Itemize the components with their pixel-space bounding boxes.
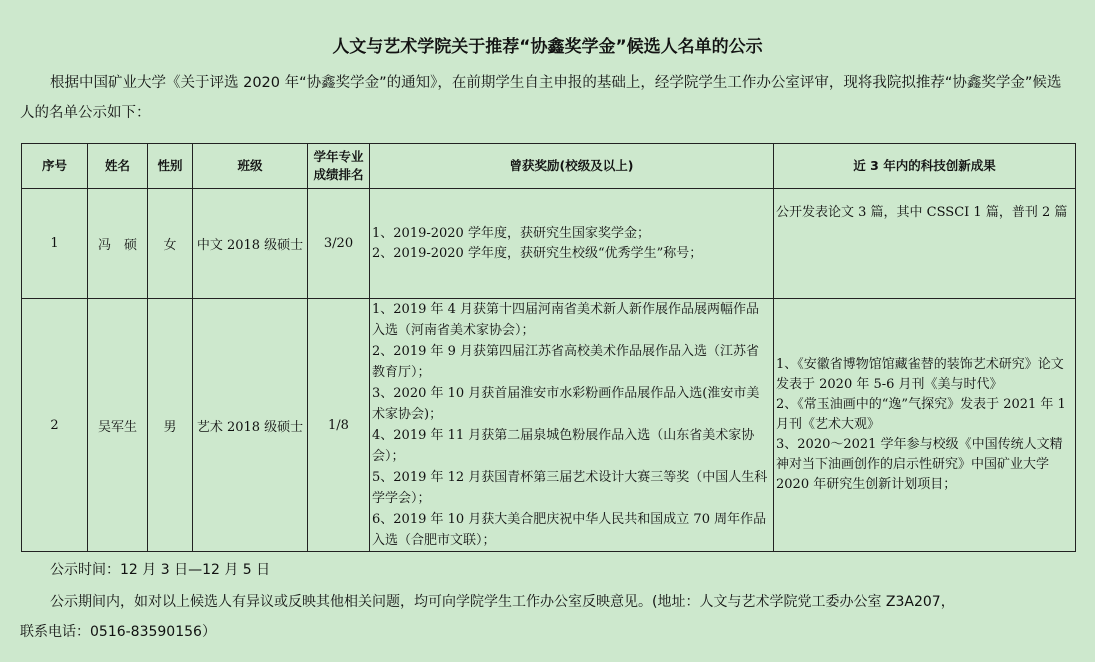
award-item: 3、2020 年 10 月获首届淮安市水彩粉画作品展作品入选(淮安市美术家协会)； — [372, 386, 760, 422]
award-item: 1、2019-2020 学年度，获研究生国家奖学金； — [372, 225, 650, 241]
achievement-item: 3、2020～2021 学年参与校级《中国传统人文精神对当下油画创作的启示性研究》中国矿业大学 2020 年研究生创新计划项目； — [776, 437, 1063, 492]
row-name: 吴军生 — [88, 299, 148, 552]
row-gender: 女 — [148, 189, 193, 299]
row-achievements — [774, 189, 1076, 299]
header-class: 班级 — [193, 144, 308, 189]
award-item: 2、2019-2020 学年度，获研究生校级“优秀学生”称号； — [372, 245, 703, 261]
header-name: 姓名 — [88, 144, 148, 189]
achievement-item: 公开发表论文 3 篇，其中 CSSCI 1 篇，普刊 2 篇 — [776, 205, 1068, 220]
publicity-period: 公示时间：12 月 3 日—12 月 5 日 — [50, 562, 271, 578]
row-no: 2 — [22, 299, 88, 552]
row-rank: 1/8 — [308, 299, 370, 552]
contact-line-1: 公示期间内，如对以上候选人有异议或反映其他相关问题，均可向学院学生工作办公室反映意见。(地址：人文与艺术学院党工委办公室 Z3A207， — [50, 594, 955, 610]
contact-line-2: 联系电话：0516-83590156） — [20, 624, 216, 640]
header-rank: 学年专业成绩排名 — [308, 144, 370, 189]
award-item: 2、2019 年 9 月获第四届江苏省高校美术作品展作品入选（江苏省教育厅）； — [372, 344, 760, 380]
row-gender: 男 — [148, 299, 193, 552]
header-achievements: 近 3 年内的科技创新成果 — [774, 144, 1076, 189]
award-item: 6、2019 年 10 月获大美合肥庆祝中华人民共和国成立 70 周年作品入选（合肥市文联）； — [372, 512, 767, 548]
candidate-table — [21, 143, 1076, 552]
header-no: 序号 — [22, 144, 88, 189]
row-class: 中文 2018 级硕士 — [193, 189, 308, 299]
award-item: 5、2019 年 12 月获国青杯第三届艺术设计大赛三等奖（中国人生科学学会）； — [372, 470, 768, 506]
row-achievements — [774, 299, 1076, 552]
table-row — [22, 189, 1076, 299]
table-header-row — [22, 144, 1076, 189]
row-rank: 3/20 — [308, 189, 370, 299]
page-title: 人文与艺术学院关于推荐“协鑫奖学金”候选人名单的公示 — [332, 37, 763, 57]
intro-paragraph: 根据中国矿业大学《关于评选 2020 年“协鑫奖学金”的通知》，在前期学生自主申报的基础上，经学院学生工作办公室评审，现将我院拟推荐“协鑫奖学金”候选人的名单公示如下： — [20, 75, 1062, 121]
row-class: 艺术 2018 级硕士 — [193, 299, 308, 552]
row-awards — [370, 299, 774, 552]
row-awards — [370, 189, 774, 299]
award-item: 4、2019 年 11 月获第二届泉城色粉展作品入选（山东省美术家协会）； — [372, 428, 755, 464]
row-no: 1 — [22, 189, 88, 299]
achievement-item: 2、《常玉油画中的“逸”气探究》发表于 2021 年 1 月刊《艺术大观》 — [776, 397, 1066, 432]
achievement-item: 1、《安徽省博物馆馆藏雀替的装饰艺术研究》论文发表于 2020 年 5-6 月刊《美与时代》 — [776, 357, 1064, 392]
award-item: 1、2019 年 4 月获第十四届河南省美术新人新作展作品展两幅作品入选（河南省美术家协会）； — [372, 302, 760, 338]
header-gender: 性别 — [148, 144, 193, 189]
row-name: 冯 硕 — [88, 189, 148, 299]
header-awards: 曾获奖励(校级及以上) — [370, 144, 774, 189]
table-row — [22, 299, 1076, 552]
